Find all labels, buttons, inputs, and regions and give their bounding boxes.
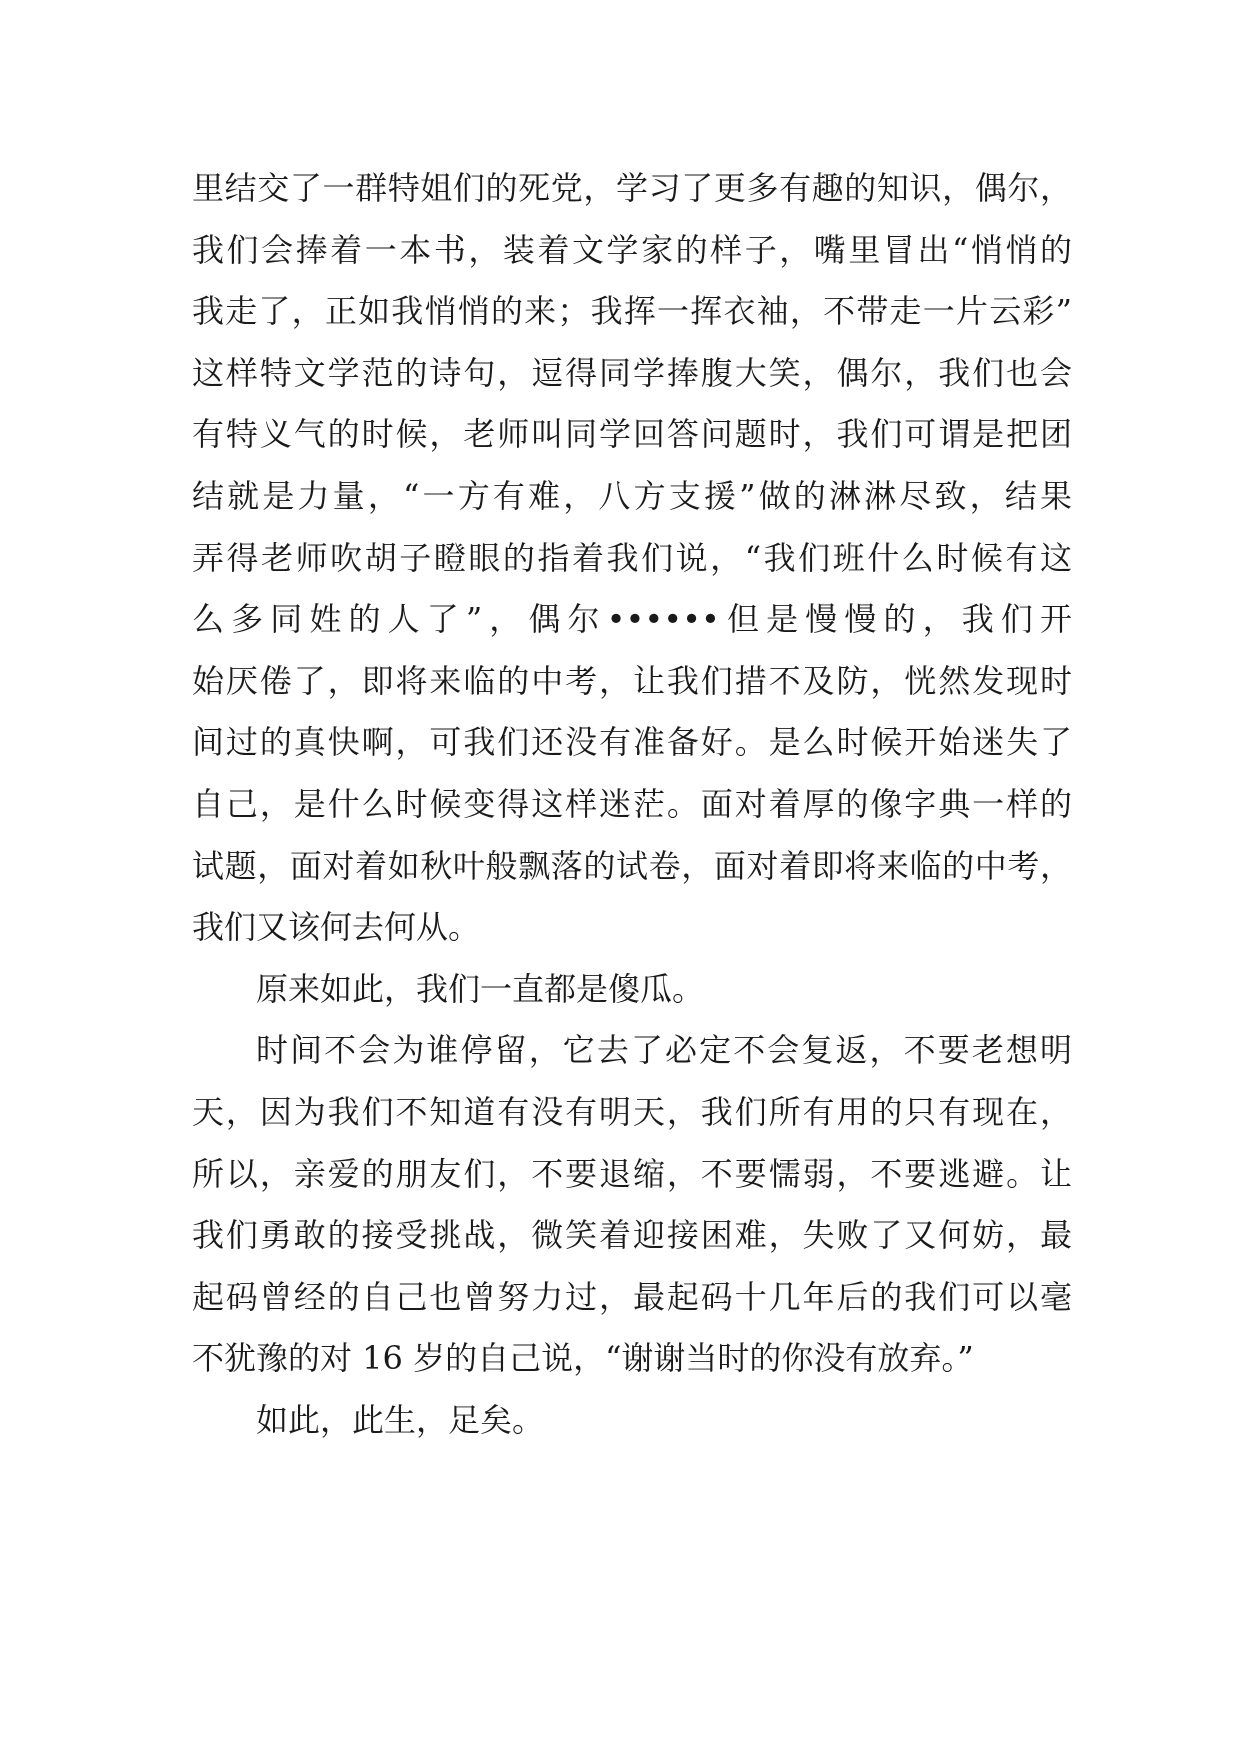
- closing-line: 如此，此生，足矣。: [256, 1400, 545, 1439]
- text-line: 我们勇敢的接受挑战，微笑着迎接困难，失败了又何妨，最: [192, 1216, 1072, 1255]
- text-line: 试题，面对着如秋叶般飘落的试卷，面对着即将来临的中考，: [192, 846, 1072, 885]
- paragraph-end-line: 不犹豫的对 16 岁的自己说，“谢谢当时的你没有放弃。”: [192, 1339, 974, 1378]
- text-line: 我走了，正如我悄悄的来；我挥一挥衣袖，不带走一片云彩”: [192, 292, 1072, 331]
- text-line: 么多同姓的人了”，偶尔••••••但是慢慢的，我们开: [192, 600, 1072, 639]
- body-text: [192, 158, 1072, 1451]
- paragraph-line: 原来如此，我们一直都是傻瓜。: [256, 969, 705, 1008]
- text-line: 我们会捧着一本书，装着文学家的样子，嘴里冒出“悄悄的: [192, 230, 1072, 269]
- text-line: 有特义气的时候，老师叫同学回答问题时，我们可谓是把团: [192, 415, 1072, 454]
- text-line: 里结交了一群特姐们的死党，学习了更多有趣的知识，偶尔，: [192, 169, 1072, 207]
- text-line: 天，因为我们不知道有没有明天，我们所有用的只有现在，: [192, 1092, 1072, 1131]
- text-line: 结就是力量，“一方有难，八方支援”做的淋淋尽致，结果: [192, 476, 1072, 515]
- paragraph-end-line: 我们又该何去何从。: [192, 908, 481, 947]
- text-line: 间过的真快啊，可我们还没有准备好。是么时候开始迷失了: [192, 723, 1072, 762]
- text-line: 弄得老师吹胡子瞪眼的指着我们说，“我们班什么时候有这: [192, 538, 1072, 577]
- paragraph-first-line: 时间不会为谁停留，它去了必定不会复返，不要老想明: [256, 1031, 1072, 1070]
- text-line: 自己，是什么时候变得这样迷茫。面对着厚的像字典一样的: [192, 784, 1072, 823]
- text-line: 所以，亲爱的朋友们，不要退缩，不要懦弱，不要逃避。让: [192, 1154, 1072, 1193]
- text-line: 起码曾经的自己也曾努力过，最起码十几年后的我们可以毫: [192, 1277, 1072, 1316]
- text-line: 始厌倦了，即将来临的中考，让我们措不及防，恍然发现时: [192, 661, 1072, 700]
- text-line: 这样特文学范的诗句，逗得同学捧腹大笑，偶尔，我们也会: [192, 353, 1072, 392]
